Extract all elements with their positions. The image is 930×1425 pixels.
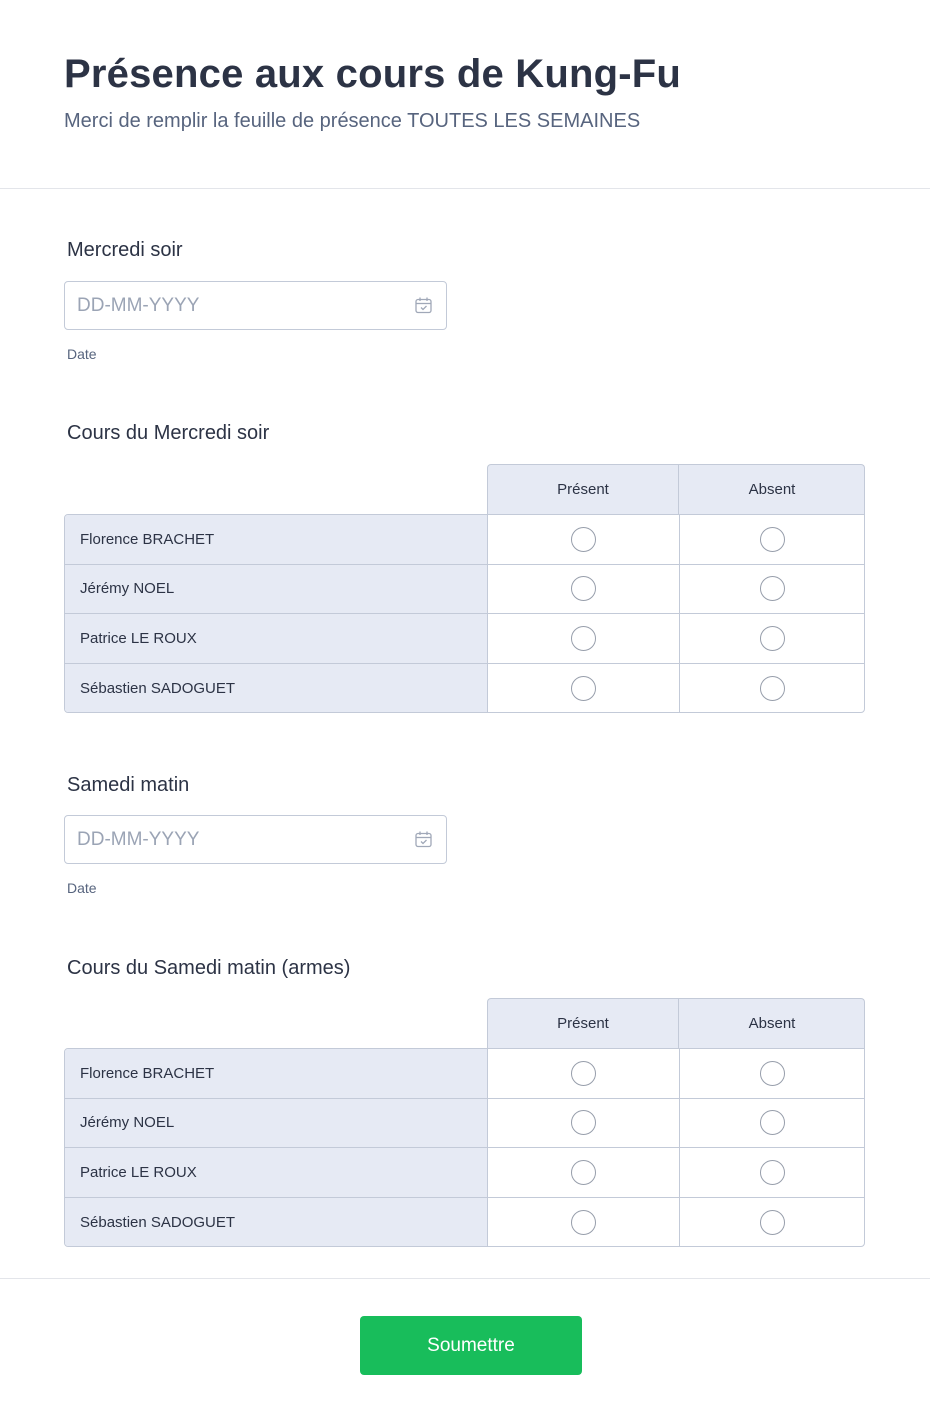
absent-cell <box>680 664 864 714</box>
form-title: Présence aux cours de Kung-Fu <box>64 52 682 96</box>
saturday-date-field[interactable] <box>64 815 447 864</box>
saturday-date-input[interactable] <box>77 816 397 863</box>
present-radio[interactable] <box>571 527 596 552</box>
row-label: Sébastien SADOGUET <box>65 664 488 714</box>
matrix-body <box>64 514 865 713</box>
present-radio[interactable] <box>571 626 596 651</box>
absent-radio[interactable] <box>760 626 785 651</box>
row-label: Florence BRACHET <box>65 515 488 564</box>
absent-cell <box>680 565 864 614</box>
present-radio[interactable] <box>571 676 596 701</box>
present-cell <box>488 565 680 614</box>
wednesday-date-field[interactable] <box>64 281 447 330</box>
absent-cell <box>680 515 864 564</box>
table-row <box>65 1099 864 1149</box>
saturday-date-label: Samedi matin <box>67 774 190 796</box>
row-label: Jérémy NOEL <box>65 565 488 614</box>
absent-cell <box>680 614 864 663</box>
table-row <box>65 1198 864 1248</box>
saturday-matrix-title: Cours du Samedi matin (armes) <box>67 957 351 979</box>
wednesday-attendance-matrix <box>64 464 865 713</box>
column-header-absent: Absent <box>748 481 796 498</box>
matrix-header <box>487 464 865 514</box>
present-cell <box>488 1148 680 1197</box>
present-cell <box>488 1099 680 1148</box>
matrix-header <box>487 998 865 1048</box>
calendar-icon[interactable] <box>415 297 432 314</box>
absent-cell <box>680 1198 864 1248</box>
form-subtitle: Merci de remplir la feuille de présence TOUTES LES SEMAINES <box>64 110 641 132</box>
column-header-absent: Absent <box>748 1015 796 1032</box>
absent-radio[interactable] <box>760 1160 785 1185</box>
footer-divider <box>0 1278 930 1279</box>
wednesday-date-input[interactable] <box>77 282 397 329</box>
form-header <box>0 0 930 189</box>
present-radio[interactable] <box>571 1110 596 1135</box>
absent-cell <box>680 1099 864 1148</box>
absent-radio[interactable] <box>760 676 785 701</box>
calendar-icon[interactable] <box>415 831 432 848</box>
row-label: Jérémy NOEL <box>65 1099 488 1148</box>
present-cell <box>488 515 680 564</box>
submit-button[interactable]: Soumettre <box>360 1316 582 1375</box>
absent-radio[interactable] <box>760 527 785 552</box>
wednesday-date-label: Mercredi soir <box>67 239 183 261</box>
absent-cell <box>680 1148 864 1197</box>
row-label: Patrice LE ROUX <box>65 1148 488 1197</box>
row-label: Sébastien SADOGUET <box>65 1198 488 1248</box>
table-row <box>65 614 864 664</box>
present-cell <box>488 1198 680 1248</box>
table-row <box>65 1049 864 1099</box>
absent-cell <box>680 1049 864 1098</box>
matrix-body <box>64 1048 865 1247</box>
row-label: Patrice LE ROUX <box>65 614 488 663</box>
present-radio[interactable] <box>571 1160 596 1185</box>
absent-radio[interactable] <box>760 1210 785 1235</box>
table-row <box>65 515 864 565</box>
present-cell <box>488 1049 680 1098</box>
absent-radio[interactable] <box>760 1110 785 1135</box>
present-cell <box>488 664 680 714</box>
present-radio[interactable] <box>571 1210 596 1235</box>
table-row <box>65 664 864 714</box>
row-label: Florence BRACHET <box>65 1049 488 1098</box>
wednesday-date-sublabel: Date <box>67 346 97 362</box>
present-radio[interactable] <box>571 576 596 601</box>
absent-radio[interactable] <box>760 1061 785 1086</box>
absent-radio[interactable] <box>760 576 785 601</box>
saturday-date-sublabel: Date <box>67 880 97 896</box>
present-cell <box>488 614 680 663</box>
wednesday-matrix-title: Cours du Mercredi soir <box>67 422 270 444</box>
column-header-present: Présent <box>488 465 679 514</box>
column-header-present: Présent <box>488 999 679 1048</box>
table-row <box>65 565 864 615</box>
saturday-attendance-matrix <box>64 998 865 1247</box>
present-radio[interactable] <box>571 1061 596 1086</box>
table-row <box>65 1148 864 1198</box>
